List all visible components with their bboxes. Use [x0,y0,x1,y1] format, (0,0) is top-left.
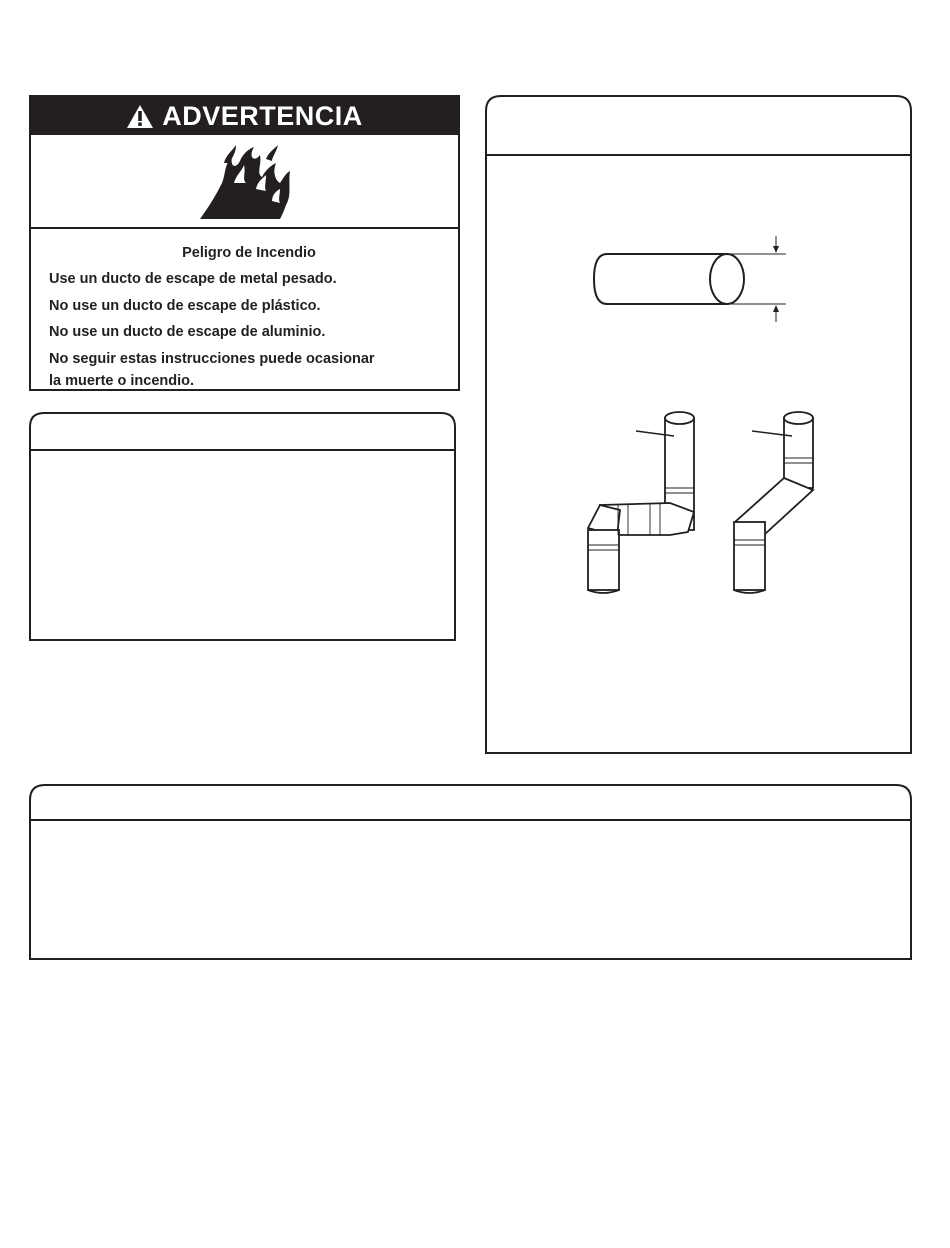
duct-cylinder-end [710,254,744,304]
warning-line: la muerte o incendio. [49,373,195,390]
duct-cylinder [594,254,726,304]
duct-diameter-diagram [594,236,786,322]
left-info-panel [30,413,455,640]
warning-title: ADVERTENCIA [162,100,363,131]
warning-hazard: Peligro de Incendio [182,245,316,261]
warning-line: No seguir estas instrucciones puede ocasionar [49,350,375,367]
warning-line: No use un ducto de escape de plástico. [49,297,321,314]
elbow-duct-right [734,412,813,593]
warning-line: No use un ducto de escape de aluminio. [49,324,326,341]
right-info-panel [486,96,911,753]
elbow-duct-left [588,412,694,593]
arrow-down-icon [773,246,779,253]
warning-line: Use un ducto de escape de metal pesado. [49,271,337,288]
arrow-up-icon [773,305,779,312]
bottom-info-panel [30,785,911,959]
